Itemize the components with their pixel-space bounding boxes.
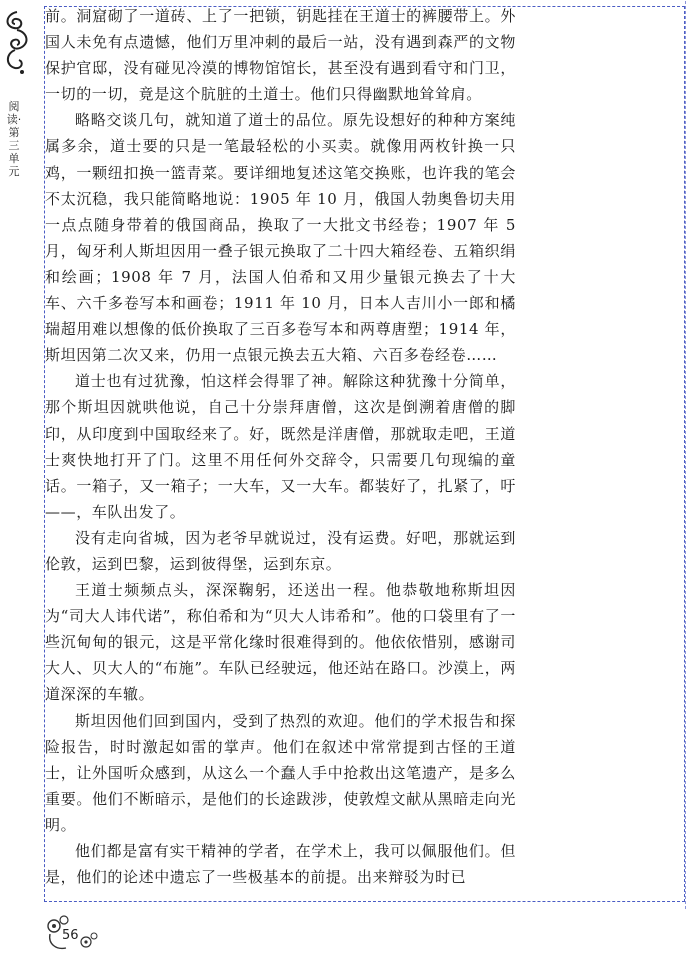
paragraph: 王道士频频点头，深深鞠躬，还送出一程。他恭敬地称斯坦因为“司大人讳代诺”，称伯希和为“贝大人讳希和”。他的口袋里有了一些沉甸甸的银元，这是平常化缘时很难得到的。他依依惜别，感谢司大人、贝大人的“布施”。车队已经驶远，他还站在路口。沙漠上，两道深深的车辙。 (45, 581, 516, 704)
unit-side-label: 阅读·第三单元 (6, 100, 22, 178)
paragraph: 没有走向省城，因为老爷早就说过，没有运费。好吧，那就运到伦敦，运到巴黎，运到彼得堡，运到东京。 (45, 528, 516, 573)
swirl-ornament-icon (2, 8, 32, 78)
paragraph: 他们都是富有实干精神的学者，在学术上，我可以佩服他们。但是，他们的论述中遗忘了一些极基本的前提。出来辩驳为时已 (45, 842, 516, 887)
paragraph: 略略交谈几句，就知道了道士的品位。原先设想好的种种方案纯属多余，道士要的只是一笔最轻松的小买卖。就像用两枚针换一只鸡，一颗纽扣换一篮青菜。要详细地复述这笔交换账，也许我的笔会不太沉稳，我只能简略地说：1905 年 10 月，俄国人勃奥鲁切夫用一点点随身带着的俄国商品，换取了一大批文书经卷；1907 年 5 月，匈牙利人斯坦因用一叠子银元换取了二十四大箱经卷、五箱织绢和绘画；1908 年 7 月，法国人伯希和又用少量银元换去了十大车、六千多卷写本和画卷；1911 年 10 月，日本人吉川小一郎和橘瑞超用难以想像的低价换取了三百多卷写本和两尊唐塑；1914 年，斯坦因第二次又来，仍用一点银元换去五大箱、六百多卷经卷…… (45, 111, 516, 365)
frame-edge-line (685, 1, 686, 909)
page-number: 56 (62, 928, 79, 943)
paragraph: 道士也有过犹豫，怕这样会得罪了神。解除这种犹豫十分简单，那个斯坦因就哄他说，自己十分崇拜唐僧，这次是倒溯着唐僧的脚印，从印度到中国取经来了。好，既然是洋唐僧，那就取走吧，王道士爽快地打开了门。这里不用任何外交辞令，只需要几句现编的童话。一箱子，又一箱子；一大车，又一大车。都装好了，扎紧了，吁——，车队出发了。 (45, 372, 516, 521)
article-body (45, 3, 516, 890)
paragraph: 前。洞窟砌了一道砖、上了一把锁，钥匙挂在王道士的裤腰带上。外国人未免有点遗憾，他们万里冲刺的最后一站，没有遇到森严的文物保护官邸，没有碰见冷漠的博物馆馆长，甚至没有遇到看守和门卫，一切的一切，竟是这个肮脏的土道士。他们只得幽默地耸耸肩。 (45, 7, 516, 104)
paragraph: 斯坦因他们回到国内，受到了热烈的欢迎。他们的学术报告和探险报告，时时激起如雷的掌声。他们在叙述中常常提到古怪的王道士，让外国听众感到，从这么一个蠢人手中抢救出这笔遗产，是多么重要。他们不断暗示，是他们的长途跋涉，使敦煌文献从黑暗走向光明。 (45, 711, 516, 834)
